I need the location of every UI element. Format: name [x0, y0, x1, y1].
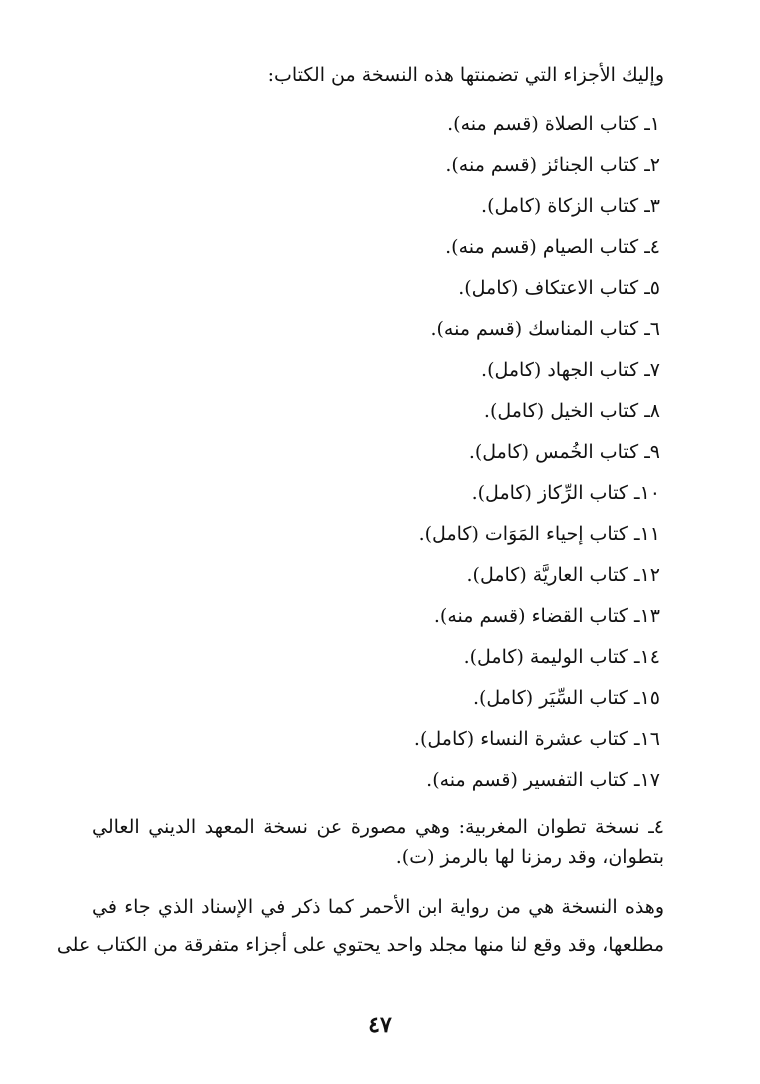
- list-item: ٦ـ كتاب المناسك (قسم منه).: [430, 318, 660, 340]
- paragraph-line: وهذه النسخة هي من رواية ابن الأحمر كما ذكر في الإسناد الذي جاء في: [92, 896, 664, 918]
- list-item: ١٢ـ كتاب العاريَّة (كامل).: [466, 564, 660, 586]
- list-item: ٩ـ كتاب الخُمس (كامل).: [468, 441, 660, 463]
- parts-list: [180, 104, 660, 801]
- list-item: ٥ـ كتاب الاعتكاف (كامل).: [458, 277, 660, 299]
- paragraph-line: ٤ـ نسخة تطوان المغربية: وهي مصورة عن نسخة المعهد الديني العالي: [92, 816, 664, 838]
- list-item: ١٧ـ كتاب التفسير (قسم منه).: [426, 769, 660, 791]
- paragraph-line: مطلعها، وقد وقع لنا منها مجلد واحد يحتوي على أجزاء متفرقة من الكتاب على: [56, 934, 664, 956]
- copy-description-paragraph: [56, 892, 664, 960]
- list-item: ٨ـ كتاب الخيل (كامل).: [483, 400, 660, 422]
- page-number: ٤٧: [368, 1012, 392, 1038]
- list-item: ٤ـ كتاب الصيام (قسم منه).: [445, 236, 660, 258]
- list-item: ١١ـ كتاب إحياء المَوَات (كامل).: [418, 523, 660, 545]
- list-item: ١٥ـ كتاب السِّيَر (كامل).: [472, 687, 660, 709]
- list-item: ١٣ـ كتاب القضاء (قسم منه).: [433, 605, 660, 627]
- tetouan-copy-paragraph: [92, 812, 664, 872]
- list-item: ١ـ كتاب الصلاة (قسم منه).: [447, 113, 660, 135]
- intro-line: وإليك الأجزاء التي تضمنتها هذه النسخة من الكتاب:: [267, 64, 664, 86]
- list-item: ٣ـ كتاب الزكاة (كامل).: [481, 195, 660, 217]
- paragraph-line: بتطوان، وقد رمزنا لها بالرمز (ت).: [395, 846, 664, 868]
- list-item: ١٠ـ كتاب الرِّكاز (كامل).: [471, 482, 660, 504]
- list-item: ٧ـ كتاب الجهاد (كامل).: [481, 359, 660, 381]
- list-item: ١٤ـ كتاب الوليمة (كامل).: [463, 646, 660, 668]
- list-item: ١٦ـ كتاب عشرة النساء (كامل).: [413, 728, 660, 750]
- list-item: ٢ـ كتاب الجنائز (قسم منه).: [445, 154, 660, 176]
